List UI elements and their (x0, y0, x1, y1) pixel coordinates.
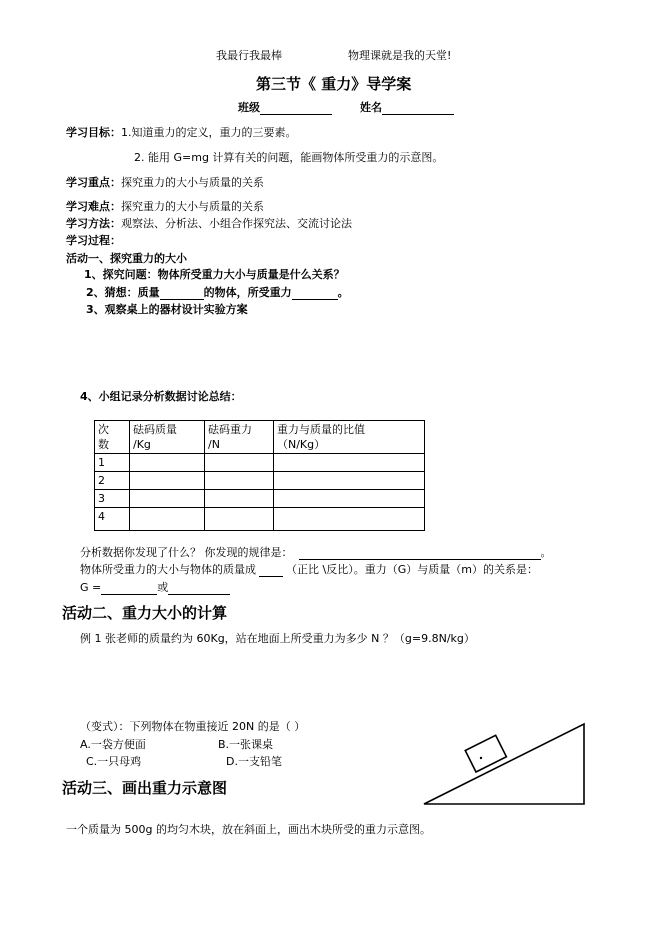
header-count-b: 数 (98, 438, 109, 451)
incline-diagram (418, 718, 588, 808)
option-c[interactable]: C.一只母鸡 (86, 755, 142, 768)
name-label: 姓名 (360, 101, 382, 114)
activity1-step4: 4、小组记录分析数据讨论总结： (80, 390, 242, 403)
cell-mass[interactable] (130, 508, 205, 531)
motto-left: 我最行我最棒 (216, 49, 282, 62)
cell-ratio[interactable] (274, 490, 425, 508)
analysis-line1 (80, 546, 552, 560)
cell-weight[interactable] (205, 508, 274, 531)
cell-mass[interactable] (130, 490, 205, 508)
method-label: 学习方法： (66, 217, 121, 230)
method (66, 217, 352, 231)
page-title: 第三节《 重力》导学案 (256, 75, 412, 93)
cell-mass[interactable] (130, 454, 205, 472)
header-weight-a: 砝码重力 (208, 423, 252, 436)
row-number: 1 (95, 454, 130, 472)
header-mass-a: 砝码质量 (133, 423, 177, 436)
rule-blank[interactable] (299, 547, 541, 560)
cell-ratio[interactable] (274, 454, 425, 472)
step2-blank2[interactable] (292, 287, 338, 300)
analysis-line2 (80, 563, 538, 577)
activity1-title: 活动一、探究重力的大小 (66, 252, 187, 265)
analysis-q3a: G = (80, 581, 102, 594)
key-point-text: 探究重力的大小与质量的关系 (121, 176, 264, 189)
class-blank[interactable] (260, 102, 332, 115)
cell-mass[interactable] (130, 472, 205, 490)
activity1-step3: 3、观察桌上的器材设计实验方案 (86, 303, 248, 316)
table-row (95, 490, 425, 508)
table-row (95, 472, 425, 490)
row-number: 3 (95, 490, 130, 508)
step2-blank1[interactable] (160, 287, 204, 300)
activity2-title: 活动二、重力大小的计算 (62, 604, 228, 622)
analysis-q2a: 物体所受重力的大小与物体的质量成 (80, 563, 256, 576)
formula-blank2[interactable] (168, 582, 230, 595)
name-blank[interactable] (382, 102, 454, 115)
goals-label: 学习目标： (66, 126, 121, 139)
step2-text-a: 2、猜想：质量 (86, 286, 160, 299)
goals-item1: 1.知道重力的定义，重力的三要素。 (121, 126, 297, 139)
difficulty-label: 学习难点： (66, 200, 121, 213)
method-text: 观察法、分析法、小组合作探究法、交流讨论法 (121, 217, 352, 230)
goals-line1 (66, 126, 297, 140)
cell-weight[interactable] (205, 454, 274, 472)
cell-ratio[interactable] (274, 472, 425, 490)
header-ratio (274, 421, 425, 454)
row-number: 2 (95, 472, 130, 490)
header-count-a: 次 (98, 423, 109, 436)
process-label: 学习过程： (66, 234, 121, 247)
proportion-blank[interactable] (259, 564, 283, 577)
formula-blank1[interactable] (101, 582, 157, 595)
incline-triangle (424, 724, 584, 804)
analysis-q3b: 或 (157, 581, 169, 594)
activity1-step1: 1、探究问题：物体所受重力大小与质量是什么关系？ (84, 268, 345, 281)
cell-ratio[interactable] (274, 508, 425, 531)
table-row (95, 508, 425, 531)
option-b[interactable]: B.一张课桌 (218, 738, 274, 751)
key-point (66, 176, 264, 190)
analysis-end1: 。 (540, 546, 552, 559)
name-field (360, 101, 454, 115)
analysis-q1: 分析数据你发现了什么？ 你发现的规律是： (80, 546, 293, 559)
activity3-title: 活动三、画出重力示意图 (62, 779, 228, 797)
step2-text-b: 的物体，所受重力 (203, 286, 292, 299)
header-ratio-b: （N/Kg） (277, 438, 326, 451)
header-mass-b: /Kg (133, 438, 151, 451)
cell-weight[interactable] (205, 472, 274, 490)
data-table (94, 420, 425, 531)
goals-item2: 2. 能用 G=mg 计算有关的问题，能画物体所受重力的示意图。 (134, 151, 444, 164)
table-header-row (95, 421, 425, 454)
analysis-line3 (80, 581, 230, 595)
analysis-q2b: （正比 \反比）。重力（G）与质量（m）的关系是： (286, 563, 538, 576)
option-a[interactable]: A.一袋方便面 (80, 738, 146, 751)
activity1-step2 (86, 286, 349, 300)
cell-weight[interactable] (205, 490, 274, 508)
activity3-text: 一个质量为 500g 的均匀木块，放在斜面上，画出木块所受的重力示意图。 (66, 823, 431, 836)
class-label: 班级 (238, 101, 260, 114)
header-count (95, 421, 130, 454)
header-weight-b: /N (208, 438, 220, 451)
table-row (95, 454, 425, 472)
row-number: 4 (95, 508, 130, 531)
header-weight (205, 421, 274, 454)
header-mass (130, 421, 205, 454)
example1: 例 1 张老师的质量约为 60Kg，站在地面上所受重力为多少 N ？（g=9.8N/kg） (80, 632, 475, 645)
step2-text-c: 。 (337, 286, 349, 299)
option-d[interactable]: D.一支铅笔 (226, 755, 282, 768)
difficulty (66, 200, 264, 214)
variant-question: （变式）：下列物体在物重接近 20N 的是（ ） (80, 720, 306, 733)
header-ratio-a: 重力与质量的比值 (277, 423, 365, 436)
motto-right: 物理课就是我的天堂! (348, 49, 452, 62)
center-of-gravity-dot (480, 757, 482, 759)
class-field (238, 101, 332, 115)
difficulty-text: 探究重力的大小与质量的关系 (121, 200, 264, 213)
key-point-label: 学习重点： (66, 176, 121, 189)
